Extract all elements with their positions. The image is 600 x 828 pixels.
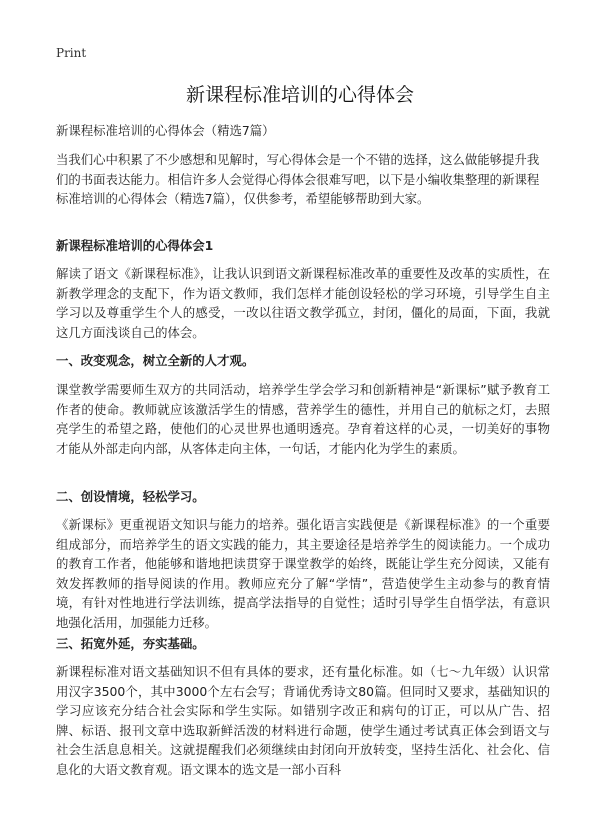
point-paragraph-1: 课堂教学需要师生双方的共同活动，培养学生学会学习和创新精神是“新课标”赋予教育工作者的使命。教师就应该激活学生的情感，营养学生的德性，并用自己的航标之灯，去照亮学生的希望之路，使他们的心灵世界也通明透亮。孕育着这样的心灵，一切美好的事物才能从外部走向内部，从客体走向主体，一句话，才能内化为学生的素质。	[56, 382, 550, 456]
article-subtitle: 新课程标准培训的心得体会（精选7篇）	[56, 123, 275, 138]
point-paragraph-3: 新课程标准对语文基础知识不但有具体的要求，还有量化标准。如（七～九年级）认识常用汉字3500个，其中3000个左右会写；背诵优秀诗文80篇。但同时又要求，基础知识的学习应该充分结合社会实际和学生实际。如错别字改正和病句的订正，可以从广告、招牌、标语、报刊文章中选取新鲜活泼的材料进行命题，使学生通过考试真正体会到语文与社会生活息息相关。这就提醒我们必须继续由封闭向开放转变，坚持生活化、社会化、信息化的大语文教育观。语文课本的选文是一部小百科	[56, 664, 550, 777]
section-heading: 新课程标准培训的心得体会1	[56, 238, 214, 253]
point-paragraph-2: 《新课标》更重视语文知识与能力的培养。强化语言实践便是《新课程标准》的一个重要组成部分，而培养学生的语文实践的能力，其主要途径是培养学生的阅读能力。一个成功的教育工作者，他能够和谐地把读贯穿于课堂教学的始终，既能让学生充分阅读，又能有效发挥教师的指导阅读的作用。教师应充分了解“学情”，营造使学生主动参与的教育情境，有针对性地进行学法训练，提高学法指导的自觉性；适时引导学生自悟学法，有意识地强化活用，加强能力迁移。	[56, 517, 550, 630]
point-heading-3: 三、拓宽外延，夯实基础。	[56, 636, 205, 651]
print-link[interactable]: Print	[56, 46, 87, 60]
section-paragraph: 解读了语文《新课程标准》，让我认识到语文新课程标准改革的重要性及改革的实质性，在新教学理念的支配下，作为语文教师，我们怎样才能创设轻松的学习环境，引导学生自主学习以及尊重学生个人的感受，一改以往语文教学孤立，封闭，僵化的局面，下面，我就这几方面浅谈自己的体会。	[56, 266, 550, 340]
point-heading-2: 二、创设情境，轻松学习。	[56, 489, 205, 504]
intro-paragraph: 当我们心中积累了不少感想和见解时，写心得体会是一个不错的选择，这么做能够提升我们的书面表达能力。相信许多人会觉得心得体会很难写吧，以下是小编收集整理的新课程标准培训的心得体会（精选7篇），仅供参考，希望能够帮助到大家。	[56, 152, 540, 206]
point-heading-1: 一、改变观念，树立全新的人才观。	[56, 353, 255, 368]
page-title: 新课程标准培训的心得体会	[185, 84, 414, 106]
